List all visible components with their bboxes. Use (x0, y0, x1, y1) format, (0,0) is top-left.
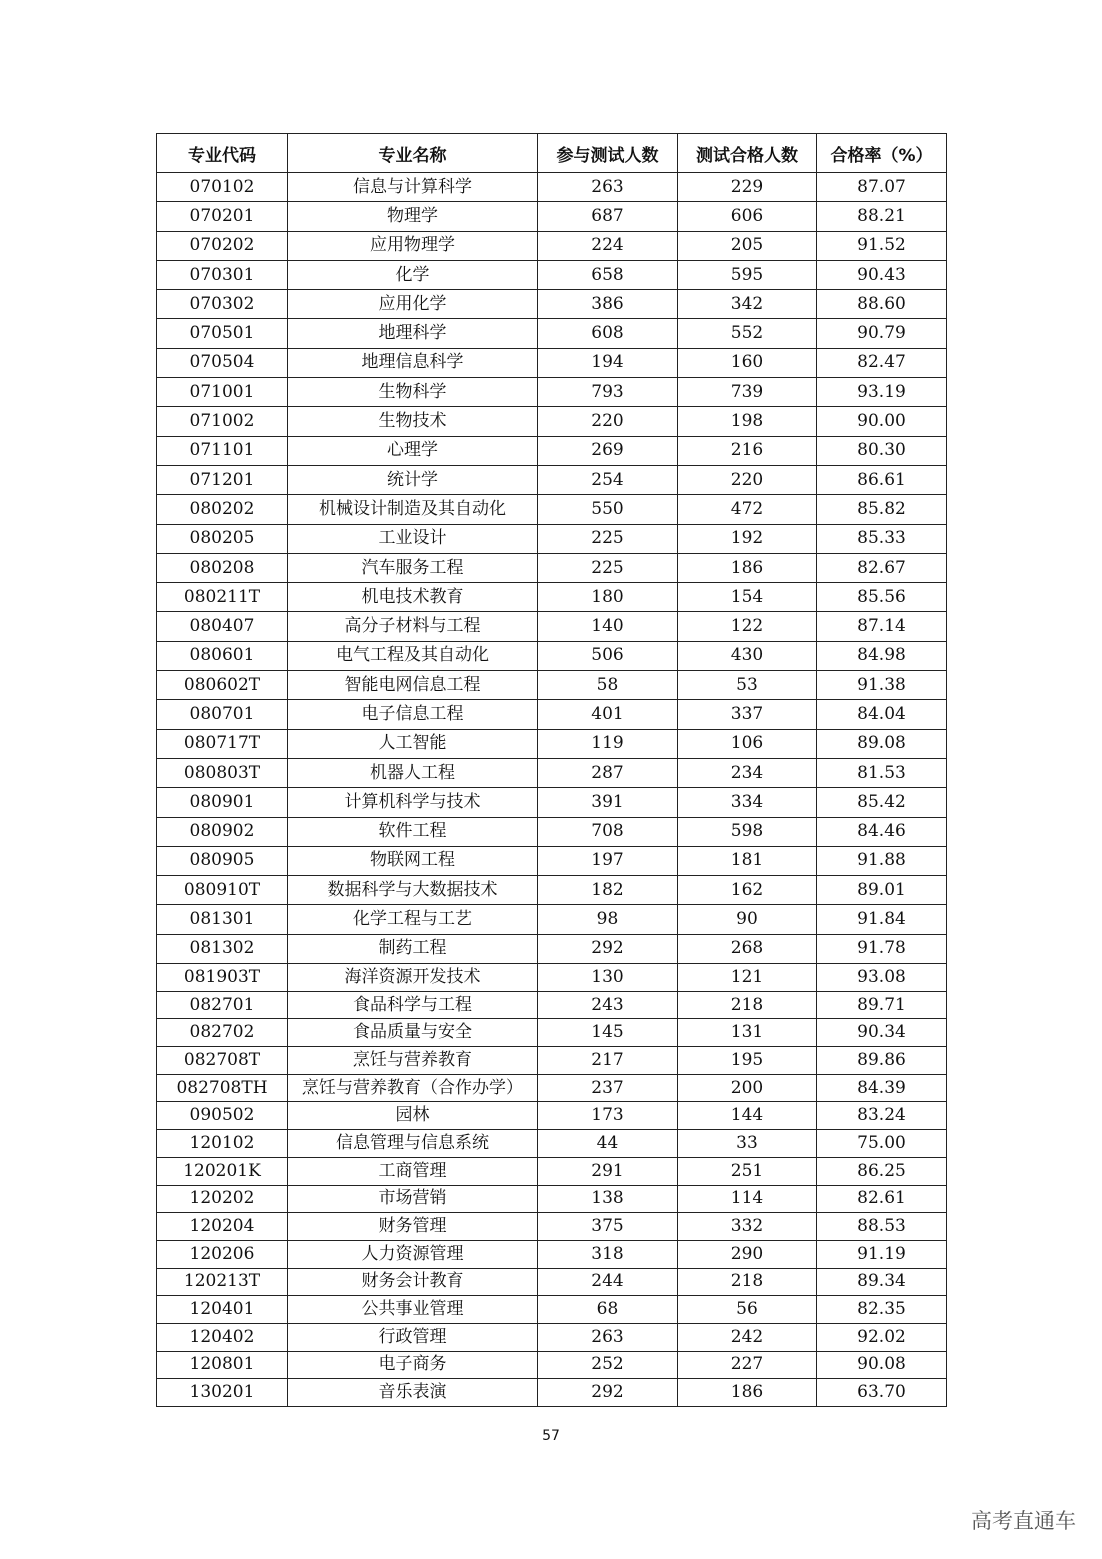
cell-participants: 608 (538, 319, 678, 348)
cell-major-code: 120201K (157, 1157, 288, 1185)
cell-major-code: 081302 (157, 934, 288, 963)
table-row (157, 1351, 947, 1379)
cell-major-code: 080211T (157, 583, 288, 612)
cell-pass-rate: 90.34 (817, 1019, 947, 1047)
cell-major-code: 120401 (157, 1296, 288, 1324)
table-row (157, 905, 947, 934)
cell-passed: 186 (678, 1379, 817, 1407)
cell-major-code: 081903T (157, 964, 288, 992)
table-row (157, 553, 947, 582)
cell-pass-rate: 85.42 (817, 788, 947, 817)
table-row (157, 1130, 947, 1158)
cell-major-name: 财务管理 (288, 1213, 538, 1241)
cell-major-code: 070202 (157, 231, 288, 260)
cell-pass-rate: 75.00 (817, 1130, 947, 1158)
cell-major-name: 汽车服务工程 (288, 553, 538, 582)
cell-participants: 658 (538, 260, 678, 289)
cell-passed: 56 (678, 1296, 817, 1324)
cell-passed: 53 (678, 671, 817, 700)
cell-passed: 220 (678, 465, 817, 494)
cell-major-code: 080701 (157, 700, 288, 729)
table-row (157, 876, 947, 905)
cell-passed: 216 (678, 436, 817, 465)
cell-pass-rate: 84.04 (817, 700, 947, 729)
cell-participants: 225 (538, 524, 678, 553)
cell-major-name: 烹饪与营养教育（合作办学） (288, 1074, 538, 1102)
table-row (157, 1379, 947, 1407)
cell-major-code: 080407 (157, 612, 288, 641)
table-row (157, 495, 947, 524)
cell-passed: 251 (678, 1157, 817, 1185)
cell-passed: 218 (678, 991, 817, 1019)
cell-major-name: 地理科学 (288, 319, 538, 348)
cell-participants: 263 (538, 1323, 678, 1351)
cell-pass-rate: 89.71 (817, 991, 947, 1019)
cell-participants: 225 (538, 553, 678, 582)
table-row (157, 583, 947, 612)
cell-passed: 268 (678, 934, 817, 963)
cell-passed: 430 (678, 641, 817, 670)
cell-passed: 242 (678, 1323, 817, 1351)
cell-pass-rate: 86.61 (817, 465, 947, 494)
table-row (157, 1047, 947, 1075)
cell-pass-rate: 90.08 (817, 1351, 947, 1379)
cell-pass-rate: 91.38 (817, 671, 947, 700)
cell-passed: 192 (678, 524, 817, 553)
cell-major-code: 080905 (157, 846, 288, 875)
table-row (157, 524, 947, 553)
cell-major-code: 120202 (157, 1185, 288, 1213)
table-row (157, 231, 947, 260)
cell-participants: 182 (538, 876, 678, 905)
cell-passed: 160 (678, 348, 817, 377)
cell-major-name: 公共事业管理 (288, 1296, 538, 1324)
cell-pass-rate: 92.02 (817, 1323, 947, 1351)
cell-major-code: 120402 (157, 1323, 288, 1351)
cell-participants: 220 (538, 407, 678, 436)
cell-pass-rate: 84.98 (817, 641, 947, 670)
cell-major-code: 070504 (157, 348, 288, 377)
cell-passed: 227 (678, 1351, 817, 1379)
cell-participants: 401 (538, 700, 678, 729)
cell-major-code: 080803T (157, 758, 288, 787)
cell-major-code: 070302 (157, 290, 288, 319)
table-row (157, 465, 947, 494)
cell-participants: 197 (538, 846, 678, 875)
table-row (157, 1240, 947, 1268)
cell-pass-rate: 90.79 (817, 319, 947, 348)
table-row (157, 700, 947, 729)
cell-participants: 119 (538, 729, 678, 758)
table-row (157, 729, 947, 758)
table-row (157, 290, 947, 319)
cell-major-name: 机械设计制造及其自动化 (288, 495, 538, 524)
cell-pass-rate: 88.53 (817, 1213, 947, 1241)
cell-participants: 140 (538, 612, 678, 641)
cell-pass-rate: 89.34 (817, 1268, 947, 1296)
table-row (157, 436, 947, 465)
cell-participants: 287 (538, 758, 678, 787)
table-row (157, 173, 947, 202)
cell-major-name: 食品科学与工程 (288, 991, 538, 1019)
cell-major-code: 070501 (157, 319, 288, 348)
cell-pass-rate: 89.01 (817, 876, 947, 905)
cell-passed: 198 (678, 407, 817, 436)
cell-major-code: 120801 (157, 1351, 288, 1379)
cell-passed: 195 (678, 1047, 817, 1075)
cell-participants: 269 (538, 436, 678, 465)
cell-major-code: 130201 (157, 1379, 288, 1407)
cell-pass-rate: 90.00 (817, 407, 947, 436)
cell-participants: 506 (538, 641, 678, 670)
cell-pass-rate: 89.86 (817, 1047, 947, 1075)
cell-passed: 121 (678, 964, 817, 992)
cell-participants: 254 (538, 465, 678, 494)
cell-pass-rate: 91.84 (817, 905, 947, 934)
cell-participants: 98 (538, 905, 678, 934)
cell-major-name: 烹饪与营养教育 (288, 1047, 538, 1075)
table-row (157, 991, 947, 1019)
table-row (157, 1185, 947, 1213)
cell-participants: 292 (538, 934, 678, 963)
cell-major-name: 应用化学 (288, 290, 538, 319)
cell-pass-rate: 63.70 (817, 1379, 947, 1407)
cell-major-name: 行政管理 (288, 1323, 538, 1351)
cell-major-name: 财务会计教育 (288, 1268, 538, 1296)
cell-passed: 342 (678, 290, 817, 319)
cell-major-name: 机器人工程 (288, 758, 538, 787)
cell-passed: 90 (678, 905, 817, 934)
pass-rate-table (156, 133, 947, 1407)
table-row (157, 964, 947, 992)
cell-major-name: 海洋资源开发技术 (288, 964, 538, 992)
cell-pass-rate: 88.21 (817, 202, 947, 231)
cell-pass-rate: 87.07 (817, 173, 947, 202)
cell-major-name: 音乐表演 (288, 1379, 538, 1407)
cell-major-name: 食品质量与安全 (288, 1019, 538, 1047)
cell-passed: 552 (678, 319, 817, 348)
cell-major-name: 信息管理与信息系统 (288, 1130, 538, 1158)
cell-participants: 44 (538, 1130, 678, 1158)
cell-participants: 386 (538, 290, 678, 319)
table-row (157, 1296, 947, 1324)
table-row (157, 934, 947, 963)
cell-passed: 332 (678, 1213, 817, 1241)
header-major-name: 专业名称 (288, 134, 538, 173)
header-pass-rate: 合格率（%） (817, 134, 947, 173)
cell-pass-rate: 91.19 (817, 1240, 947, 1268)
cell-passed: 739 (678, 378, 817, 407)
cell-major-code: 071101 (157, 436, 288, 465)
cell-major-name: 工商管理 (288, 1157, 538, 1185)
table-row (157, 1157, 947, 1185)
cell-major-code: 080202 (157, 495, 288, 524)
page-number: 57 (542, 1428, 560, 1444)
table-row (157, 378, 947, 407)
table-row (157, 1268, 947, 1296)
table-row (157, 260, 947, 289)
table-row (157, 1323, 947, 1351)
cell-pass-rate: 93.19 (817, 378, 947, 407)
cell-pass-rate: 91.78 (817, 934, 947, 963)
table-row (157, 1019, 947, 1047)
cell-pass-rate: 82.61 (817, 1185, 947, 1213)
cell-participants: 793 (538, 378, 678, 407)
cell-pass-rate: 91.52 (817, 231, 947, 260)
table-row (157, 758, 947, 787)
cell-passed: 114 (678, 1185, 817, 1213)
cell-major-code: 080602T (157, 671, 288, 700)
cell-participants: 244 (538, 1268, 678, 1296)
cell-pass-rate: 83.24 (817, 1102, 947, 1130)
cell-passed: 154 (678, 583, 817, 612)
cell-major-code: 120102 (157, 1130, 288, 1158)
table-row (157, 788, 947, 817)
cell-major-code: 080601 (157, 641, 288, 670)
cell-passed: 606 (678, 202, 817, 231)
cell-participants: 145 (538, 1019, 678, 1047)
cell-major-name: 化学工程与工艺 (288, 905, 538, 934)
cell-major-code: 090502 (157, 1102, 288, 1130)
header-passed: 测试合格人数 (678, 134, 817, 173)
cell-passed: 131 (678, 1019, 817, 1047)
cell-passed: 106 (678, 729, 817, 758)
cell-participants: 243 (538, 991, 678, 1019)
cell-major-code: 082708TH (157, 1074, 288, 1102)
cell-passed: 200 (678, 1074, 817, 1102)
cell-passed: 122 (678, 612, 817, 641)
cell-passed: 234 (678, 758, 817, 787)
cell-major-name: 电气工程及其自动化 (288, 641, 538, 670)
cell-major-name: 生物技术 (288, 407, 538, 436)
cell-pass-rate: 87.14 (817, 612, 947, 641)
cell-pass-rate: 89.08 (817, 729, 947, 758)
cell-major-code: 071002 (157, 407, 288, 436)
cell-pass-rate: 91.88 (817, 846, 947, 875)
cell-major-code: 080901 (157, 788, 288, 817)
cell-major-name: 化学 (288, 260, 538, 289)
table-row (157, 1074, 947, 1102)
cell-participants: 58 (538, 671, 678, 700)
cell-participants: 217 (538, 1047, 678, 1075)
cell-major-code: 070102 (157, 173, 288, 202)
cell-major-code: 080208 (157, 553, 288, 582)
table-row (157, 202, 947, 231)
cell-participants: 138 (538, 1185, 678, 1213)
cell-passed: 290 (678, 1240, 817, 1268)
cell-major-name: 高分子材料与工程 (288, 612, 538, 641)
cell-participants: 130 (538, 964, 678, 992)
cell-participants: 194 (538, 348, 678, 377)
cell-major-name: 心理学 (288, 436, 538, 465)
cell-major-code: 080717T (157, 729, 288, 758)
cell-passed: 144 (678, 1102, 817, 1130)
cell-major-name: 生物科学 (288, 378, 538, 407)
cell-major-name: 统计学 (288, 465, 538, 494)
cell-participants: 291 (538, 1157, 678, 1185)
table-row (157, 612, 947, 641)
cell-major-code: 082701 (157, 991, 288, 1019)
table-row (157, 817, 947, 846)
cell-passed: 186 (678, 553, 817, 582)
cell-participants: 224 (538, 231, 678, 260)
cell-pass-rate: 81.53 (817, 758, 947, 787)
header-participants: 参与测试人数 (538, 134, 678, 173)
cell-pass-rate: 86.25 (817, 1157, 947, 1185)
cell-pass-rate: 80.30 (817, 436, 947, 465)
cell-major-name: 物联网工程 (288, 846, 538, 875)
cell-major-name: 地理信息科学 (288, 348, 538, 377)
cell-major-name: 数据科学与大数据技术 (288, 876, 538, 905)
cell-major-name: 信息与计算科学 (288, 173, 538, 202)
cell-passed: 181 (678, 846, 817, 875)
cell-passed: 472 (678, 495, 817, 524)
cell-participants: 550 (538, 495, 678, 524)
cell-participants: 292 (538, 1379, 678, 1407)
table-row (157, 1102, 947, 1130)
cell-participants: 180 (538, 583, 678, 612)
cell-major-name: 园林 (288, 1102, 538, 1130)
cell-major-code: 080902 (157, 817, 288, 846)
cell-passed: 337 (678, 700, 817, 729)
cell-major-code: 120206 (157, 1240, 288, 1268)
cell-major-name: 人力资源管理 (288, 1240, 538, 1268)
cell-major-name: 工业设计 (288, 524, 538, 553)
table-row (157, 671, 947, 700)
cell-major-name: 人工智能 (288, 729, 538, 758)
cell-passed: 229 (678, 173, 817, 202)
cell-pass-rate: 82.67 (817, 553, 947, 582)
cell-major-code: 070201 (157, 202, 288, 231)
table-row (157, 348, 947, 377)
cell-major-code: 071201 (157, 465, 288, 494)
table-row (157, 407, 947, 436)
cell-major-code: 071001 (157, 378, 288, 407)
table-header-row (157, 134, 947, 173)
cell-pass-rate: 90.43 (817, 260, 947, 289)
cell-major-name: 物理学 (288, 202, 538, 231)
cell-major-name: 应用物理学 (288, 231, 538, 260)
cell-participants: 375 (538, 1213, 678, 1241)
cell-passed: 162 (678, 876, 817, 905)
cell-participants: 68 (538, 1296, 678, 1324)
cell-major-name: 制药工程 (288, 934, 538, 963)
cell-pass-rate: 82.35 (817, 1296, 947, 1324)
cell-participants: 252 (538, 1351, 678, 1379)
cell-passed: 218 (678, 1268, 817, 1296)
cell-participants: 708 (538, 817, 678, 846)
cell-pass-rate: 85.56 (817, 583, 947, 612)
cell-major-code: 081301 (157, 905, 288, 934)
cell-major-code: 080910T (157, 876, 288, 905)
cell-pass-rate: 84.46 (817, 817, 947, 846)
cell-pass-rate: 82.47 (817, 348, 947, 377)
watermark: 高考直通车 (971, 1509, 1076, 1533)
cell-major-name: 软件工程 (288, 817, 538, 846)
cell-major-name: 计算机科学与技术 (288, 788, 538, 817)
cell-passed: 595 (678, 260, 817, 289)
table-row (157, 641, 947, 670)
cell-participants: 263 (538, 173, 678, 202)
cell-participants: 687 (538, 202, 678, 231)
cell-major-code: 082708T (157, 1047, 288, 1075)
cell-passed: 33 (678, 1130, 817, 1158)
cell-passed: 334 (678, 788, 817, 817)
cell-major-name: 市场营销 (288, 1185, 538, 1213)
cell-passed: 598 (678, 817, 817, 846)
cell-major-code: 080205 (157, 524, 288, 553)
cell-major-code: 082702 (157, 1019, 288, 1047)
cell-major-code: 070301 (157, 260, 288, 289)
table-row (157, 846, 947, 875)
cell-participants: 237 (538, 1074, 678, 1102)
cell-pass-rate: 84.39 (817, 1074, 947, 1102)
cell-pass-rate: 85.82 (817, 495, 947, 524)
cell-major-name: 智能电网信息工程 (288, 671, 538, 700)
cell-major-code: 120204 (157, 1213, 288, 1241)
table-row (157, 1213, 947, 1241)
cell-major-name: 电子信息工程 (288, 700, 538, 729)
cell-pass-rate: 88.60 (817, 290, 947, 319)
cell-pass-rate: 85.33 (817, 524, 947, 553)
cell-pass-rate: 93.08 (817, 964, 947, 992)
cell-participants: 318 (538, 1240, 678, 1268)
header-major-code: 专业代码 (157, 134, 288, 173)
cell-passed: 205 (678, 231, 817, 260)
cell-major-code: 120213T (157, 1268, 288, 1296)
cell-major-name: 电子商务 (288, 1351, 538, 1379)
cell-major-name: 机电技术教育 (288, 583, 538, 612)
table-row (157, 319, 947, 348)
cell-participants: 173 (538, 1102, 678, 1130)
cell-participants: 391 (538, 788, 678, 817)
